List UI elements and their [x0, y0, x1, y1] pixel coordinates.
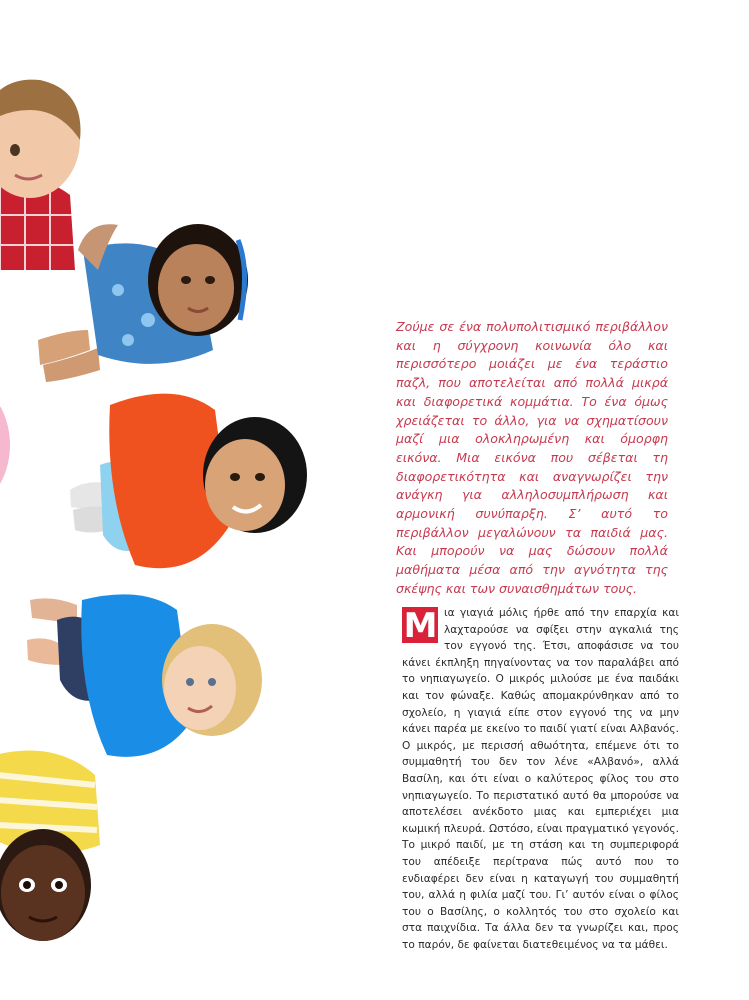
drop-cap: Μ [403, 606, 437, 646]
story-text: ια γιαγιά μόλις ήρθε από την επαρχία και λαχταρούσε να σφίξει στην αγκαλιά της τον εγγονό της. Έτσι, αποφάσισε να του κάνει έκπληξη πηγαίνοντας να τον παραλάβει από το νηπιαγωγείο. Ο μικρός μιλούσε με ένα παιδάκι και τον φώναξε. Καθώς απομακρύνθηκαν από το σχολείο, η γιαγιά είπε στον εγγονό της να μην κάνει παρέα με εκείνο το παιδί γιατί είναι Αλβανός. Ο μικρός, με περισσή αθωότητα, επέμενε ότι το συμμαθητή του δεν τον λένε «Αλβανό», αλλά Βασίλη, και ότι είναι ο καλύτερος φίλος του στο νηπιαγωγείο. Το περιστατικό αυτό θα μπορούσε να αποτελέσει ανέκδοτο μιας και εμπεριέχει μια κωμική πλευρά. Ωστόσο, είναι πραγματικό γεγονός. Το μικρό παιδί, με τη στάση και τη συμπεριφορά του απέδειξε περίτρανα πώς αυτό που το ενδιαφέρει δεν είναι η καταγωγή του συμμαθητή του, αλλά η φιλία μαζί του. Γι’ αυτόν είναι ο φίλος του ο Βασίλης, ο κολλητός του στο σχολείο και στα παιχνίδια. Τα άλλα δεν τα γνωρίζει και, προς το παρόν, δε φαίνεται διατεθειμένος να τα μάθει. [402, 607, 679, 951]
child-boy-blue-shirt [22, 590, 262, 765]
child-girl-floral-dress [28, 210, 258, 385]
story-paragraph [402, 605, 679, 953]
pink-decorative-arc [0, 380, 10, 510]
children-photo-collage [0, 0, 340, 1000]
intro-paragraph: Ζούμε σε ένα πολυπολιτισμικό περιβάλλον και η σύγχρονη κοινωνία όλο και περισσότερο μοιάζει με ένα τεράστιο παζλ, που αποτελείται από πολλά μικρά και διαφορετικά κομμάτια. Το ένα όμως χρειάζεται το άλλο, για να σχηματίσουν μαζί μια ολοκληρωμένη και όμορφη εικόνα. Μια εικόνα που σέβεται τη διαφορετικότητα και αναγνωρίζει την ανάγκη για αλληλοσυμπλήρωση και αρμονική συνύπαρξη. Σ’ αυτό το περιβάλλον μεγαλώνουν τα παιδιά μας. Και μπορούν να μας δώσουν πολλά μαθήματα μέσα από την αγνότητα της σκέψης και των συναισθημάτων τους. [396, 319, 668, 596]
child-boy-orange-shirt [65, 385, 310, 585]
child-yellow-striped-shirt [0, 745, 115, 955]
